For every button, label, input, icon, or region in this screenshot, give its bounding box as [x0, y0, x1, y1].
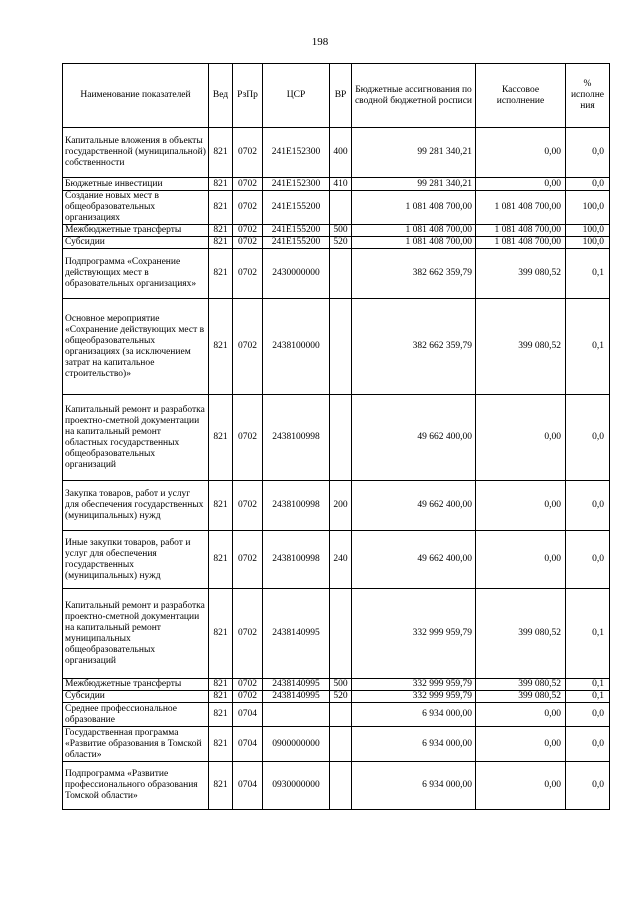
- cell-rzpr: 0702: [233, 531, 263, 589]
- cell-rzpr: 0702: [233, 691, 263, 703]
- cell-vr: [330, 589, 352, 679]
- table-body: [63, 128, 610, 810]
- table-row: [63, 237, 610, 249]
- table-row: [63, 691, 610, 703]
- cell-ved: 821: [209, 225, 233, 237]
- cell-pct: 0,0: [566, 727, 610, 762]
- cell-exec: 0,00: [476, 178, 566, 191]
- cell-name: Государственная программа «Развитие образования в Томской области»: [63, 727, 209, 762]
- cell-rzpr: 0702: [233, 679, 263, 691]
- cell-plan: 99 281 340,21: [352, 178, 476, 191]
- table-row: [63, 679, 610, 691]
- cell-csr: 2438100998: [263, 481, 330, 531]
- cell-pct: 100,0: [566, 237, 610, 249]
- cell-name: Субсидии: [63, 237, 209, 249]
- cell-rzpr: 0702: [233, 237, 263, 249]
- cell-pct: 0,1: [566, 299, 610, 395]
- header-row: [63, 64, 610, 128]
- cell-exec: 1 081 408 700,00: [476, 191, 566, 225]
- cell-exec: 0,00: [476, 531, 566, 589]
- header-plan: Бюджетные ассигнования по сводной бюджетной росписи: [352, 64, 476, 128]
- cell-name: Подпрограмма «Развитие профессионального образования Томской области»: [63, 762, 209, 810]
- cell-vr: [330, 703, 352, 727]
- cell-csr: 2438140995: [263, 679, 330, 691]
- cell-csr: 2438140995: [263, 691, 330, 703]
- header-name: Наименование показателей: [63, 64, 209, 128]
- table-row: [63, 703, 610, 727]
- cell-plan: 49 662 400,00: [352, 531, 476, 589]
- cell-ved: 821: [209, 727, 233, 762]
- cell-csr: 0930000000: [263, 762, 330, 810]
- cell-csr: 241E152300: [263, 178, 330, 191]
- cell-pct: 100,0: [566, 191, 610, 225]
- cell-exec: 0,00: [476, 481, 566, 531]
- cell-plan: 6 934 000,00: [352, 703, 476, 727]
- cell-plan: 1 081 408 700,00: [352, 237, 476, 249]
- cell-ved: 821: [209, 191, 233, 225]
- cell-ved: 821: [209, 237, 233, 249]
- page-number: 198: [311, 36, 329, 48]
- cell-name: Подпрограмма «Сохранение действующих мест в образовательных организациях»: [63, 249, 209, 299]
- cell-csr: 241E155200: [263, 191, 330, 225]
- cell-vr: [330, 299, 352, 395]
- cell-ved: 821: [209, 679, 233, 691]
- cell-plan: 1 081 408 700,00: [352, 225, 476, 237]
- cell-ved: 821: [209, 178, 233, 191]
- cell-csr: 241E155200: [263, 237, 330, 249]
- cell-exec: 0,00: [476, 762, 566, 810]
- cell-csr: 2438140995: [263, 589, 330, 679]
- table-row: [63, 128, 610, 178]
- cell-rzpr: 0704: [233, 762, 263, 810]
- cell-name: Капитальные вложения в объекты государственной (муниципальной) собственности: [63, 128, 209, 178]
- cell-pct: 0,0: [566, 762, 610, 810]
- cell-plan: 382 662 359,79: [352, 249, 476, 299]
- cell-rzpr: 0704: [233, 703, 263, 727]
- cell-ved: 821: [209, 481, 233, 531]
- cell-name: Субсидии: [63, 691, 209, 703]
- table-row: [63, 727, 610, 762]
- cell-pct: 0,0: [566, 481, 610, 531]
- cell-plan: 382 662 359,79: [352, 299, 476, 395]
- cell-name: Среднее профессиональное образование: [63, 703, 209, 727]
- cell-ved: 821: [209, 762, 233, 810]
- cell-rzpr: 0702: [233, 395, 263, 481]
- cell-vr: 500: [330, 679, 352, 691]
- cell-csr: 241E155200: [263, 225, 330, 237]
- cell-ved: 821: [209, 128, 233, 178]
- cell-csr: 2438100000: [263, 299, 330, 395]
- cell-ved: 821: [209, 299, 233, 395]
- cell-rzpr: 0702: [233, 589, 263, 679]
- cell-rzpr: 0702: [233, 225, 263, 237]
- cell-plan: 332 999 959,79: [352, 589, 476, 679]
- cell-pct: 0,0: [566, 395, 610, 481]
- cell-ved: 821: [209, 395, 233, 481]
- header-pct: % исполне ния: [566, 64, 610, 128]
- cell-exec: 399 080,52: [476, 299, 566, 395]
- cell-pct: 0,0: [566, 531, 610, 589]
- cell-pct: 0,1: [566, 691, 610, 703]
- cell-rzpr: 0702: [233, 249, 263, 299]
- cell-name: Бюджетные инвестиции: [63, 178, 209, 191]
- cell-pct: 0,1: [566, 589, 610, 679]
- cell-vr: [330, 727, 352, 762]
- cell-pct: 0,0: [566, 178, 610, 191]
- table-row: [63, 178, 610, 191]
- cell-csr: [263, 703, 330, 727]
- cell-name: Основное мероприятие «Сохранение действующих мест в общеобразовательных организациях (за исключением затрат на капитальное строительство)»: [63, 299, 209, 395]
- table-row: [63, 191, 610, 225]
- cell-plan: 49 662 400,00: [352, 395, 476, 481]
- cell-pct: 0,1: [566, 679, 610, 691]
- cell-name: Закупка товаров, работ и услуг для обеспечения государственных (муниципальных) нужд: [63, 481, 209, 531]
- cell-rzpr: 0702: [233, 191, 263, 225]
- cell-ved: 821: [209, 249, 233, 299]
- cell-vr: 520: [330, 237, 352, 249]
- cell-vr: 200: [330, 481, 352, 531]
- cell-plan: 99 281 340,21: [352, 128, 476, 178]
- cell-name: Создание новых мест в общеобразовательных организациях: [63, 191, 209, 225]
- cell-vr: [330, 395, 352, 481]
- cell-vr: 520: [330, 691, 352, 703]
- cell-pct: 0,0: [566, 703, 610, 727]
- table-row: [63, 225, 610, 237]
- cell-name: Иные закупки товаров, работ и услуг для обеспечения государственных (муниципальных) нужд: [63, 531, 209, 589]
- cell-csr: 2438100998: [263, 531, 330, 589]
- cell-plan: 332 999 959,79: [352, 691, 476, 703]
- table-row: [63, 589, 610, 679]
- cell-plan: 1 081 408 700,00: [352, 191, 476, 225]
- budget-execution-table: [62, 63, 610, 810]
- cell-plan: 6 934 000,00: [352, 762, 476, 810]
- cell-csr: 2438100998: [263, 395, 330, 481]
- header-exec: Кассовое исполнение: [476, 64, 566, 128]
- cell-exec: 399 080,52: [476, 691, 566, 703]
- cell-exec: 399 080,52: [476, 589, 566, 679]
- cell-name: Межбюджетные трансферты: [63, 225, 209, 237]
- table-row: [63, 249, 610, 299]
- cell-rzpr: 0702: [233, 299, 263, 395]
- cell-ved: 821: [209, 691, 233, 703]
- cell-vr: 240: [330, 531, 352, 589]
- header-ved: Вед: [209, 64, 233, 128]
- cell-csr: 241E152300: [263, 128, 330, 178]
- cell-plan: 49 662 400,00: [352, 481, 476, 531]
- cell-exec: 1 081 408 700,00: [476, 225, 566, 237]
- cell-exec: 0,00: [476, 727, 566, 762]
- cell-name: Межбюджетные трансферты: [63, 679, 209, 691]
- header-vr: ВР: [330, 64, 352, 128]
- cell-csr: 2430000000: [263, 249, 330, 299]
- cell-rzpr: 0702: [233, 178, 263, 191]
- cell-vr: [330, 762, 352, 810]
- table-row: [63, 481, 610, 531]
- cell-exec: 0,00: [476, 395, 566, 481]
- cell-pct: 0,1: [566, 249, 610, 299]
- cell-name: Капитальный ремонт и разработка проектно-сметной документации на капитальный ремонт областных государственных общеобразовательных организаций: [63, 395, 209, 481]
- cell-vr: [330, 191, 352, 225]
- table-row: [63, 762, 610, 810]
- cell-exec: 1 081 408 700,00: [476, 237, 566, 249]
- cell-vr: 500: [330, 225, 352, 237]
- table-row: [63, 531, 610, 589]
- table-row: [63, 395, 610, 481]
- cell-exec: 399 080,52: [476, 249, 566, 299]
- cell-rzpr: 0702: [233, 128, 263, 178]
- cell-vr: 410: [330, 178, 352, 191]
- cell-pct: 100,0: [566, 225, 610, 237]
- cell-rzpr: 0704: [233, 727, 263, 762]
- header-csr: ЦСР: [263, 64, 330, 128]
- cell-exec: 0,00: [476, 128, 566, 178]
- cell-rzpr: 0702: [233, 481, 263, 531]
- cell-plan: 332 999 959,79: [352, 679, 476, 691]
- cell-ved: 821: [209, 703, 233, 727]
- cell-ved: 821: [209, 589, 233, 679]
- cell-plan: 6 934 000,00: [352, 727, 476, 762]
- cell-vr: 400: [330, 128, 352, 178]
- cell-vr: [330, 249, 352, 299]
- cell-exec: 399 080,52: [476, 679, 566, 691]
- cell-ved: 821: [209, 531, 233, 589]
- table-row: [63, 299, 610, 395]
- cell-exec: 0,00: [476, 703, 566, 727]
- cell-pct: 0,0: [566, 128, 610, 178]
- cell-name: Капитальный ремонт и разработка проектно-сметной документации на капитальный ремонт муниципальных общеобразовательных организаций: [63, 589, 209, 679]
- cell-csr: 0900000000: [263, 727, 330, 762]
- header-rzpr: РзПр: [233, 64, 263, 128]
